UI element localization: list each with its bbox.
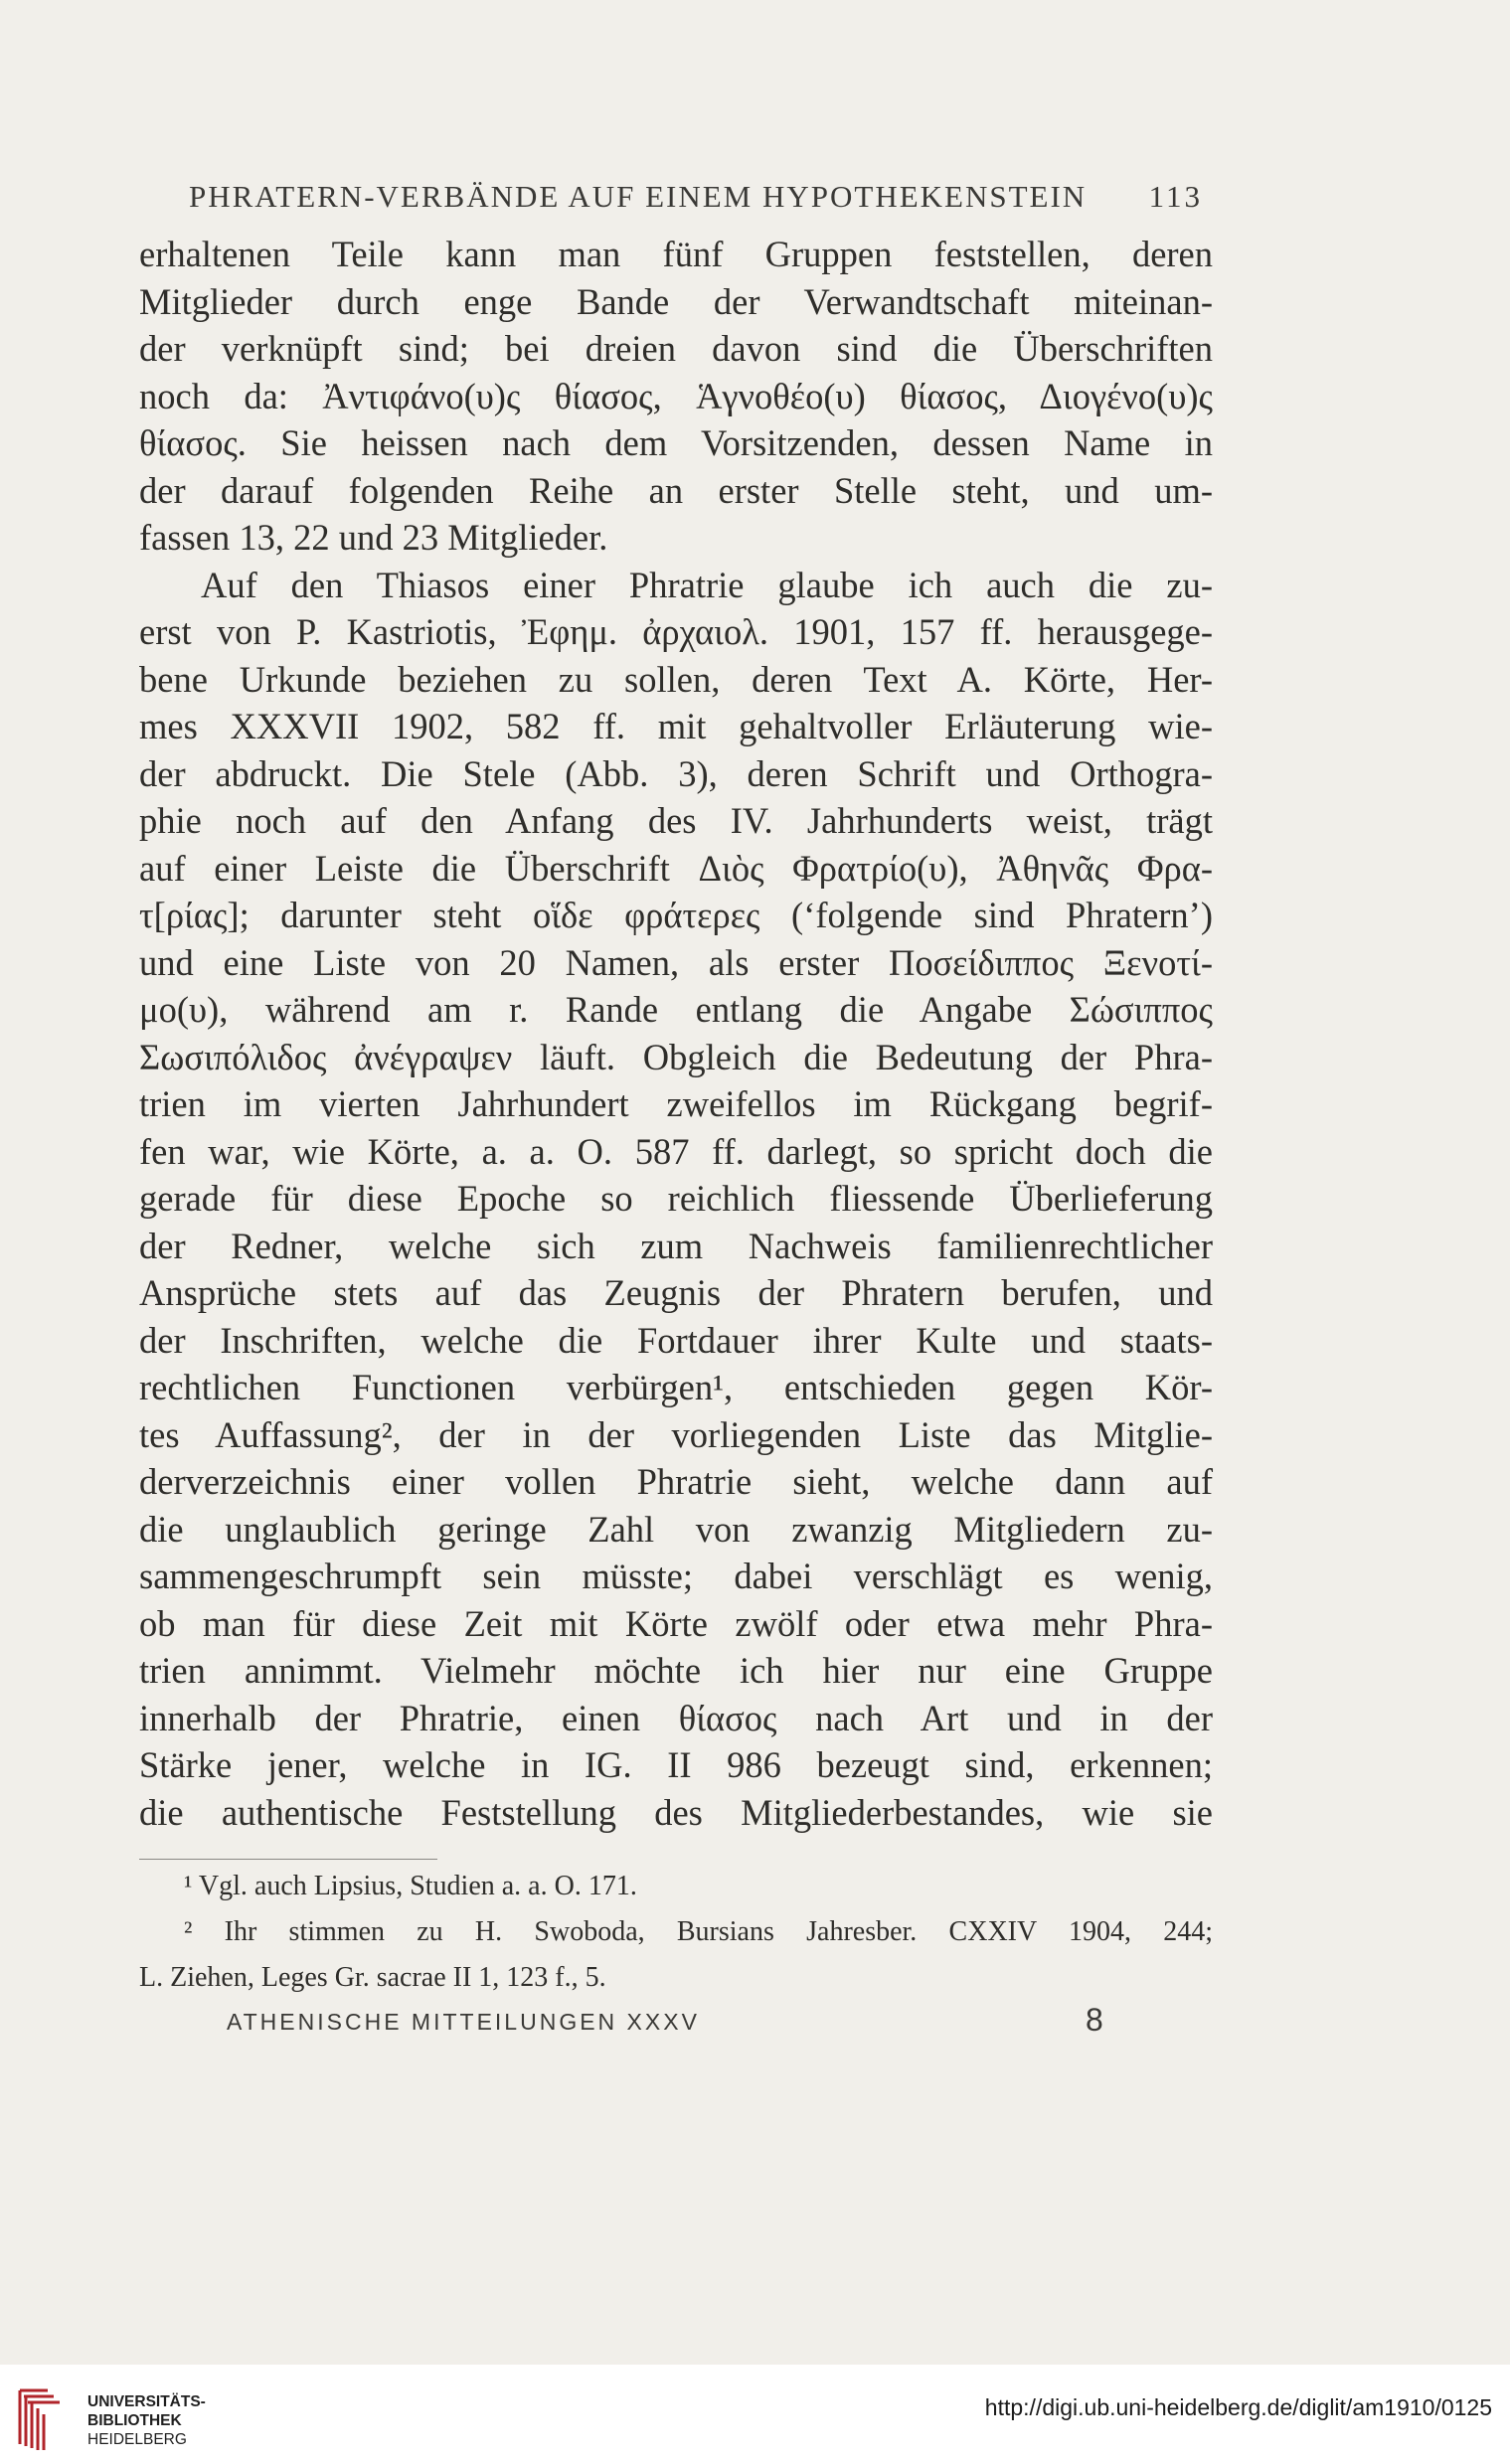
body-line: rechtlichen Functionen verbürgen¹, entschieden gegen Kör-: [139, 1367, 1213, 1407]
body-line: der Redner, welche sich zum Nachweis familienrechtlicher: [139, 1225, 1213, 1266]
footnote-2: ² Ihr stimmen zu H. Swoboda, Bursians Jahresber. CXXIV 1904, 244;: [184, 1916, 1213, 1947]
body-line: der abdruckt. Die Stele (Abb. 3), deren Schrift und Orthogra-: [139, 752, 1213, 794]
body-line: auf einer Leiste die Überschrift Διὸς Φρατρίο(υ), Ἀθηνᾶς Φρα-: [139, 847, 1213, 889]
body-line: ob man für diese Zeit mit Körte zwölf oder etwa mehr Phra-: [139, 1602, 1213, 1644]
footnote-rule: [139, 1859, 437, 1860]
body-line: phie noch auf den Anfang des IV. Jahrhunderts weist, trägt: [139, 800, 1213, 841]
signature-line: ATHENISCHE MITTEILUNGEN XXXV: [227, 2009, 700, 2035]
body-line: Mitglieder durch enge Bande der Verwandtschaft miteinan-: [139, 280, 1213, 322]
body-line: die authentische Feststellung des Mitgliederbestandes, wie sie: [139, 1791, 1213, 1833]
body-line: μο(υ), während am r. Rande entlang die Angabe Σώσιππος: [139, 989, 1213, 1030]
body-line: τ[ρίας]; darunter steht οἵδε φράτερες (‘folgende sind Phratern’): [139, 895, 1213, 935]
body-line: Ansprüche stets auf das Zeugnis der Phratern berufen, und: [139, 1272, 1213, 1313]
body-line: fassen 13, 22 und 23 Mitglieder.: [139, 517, 608, 558]
running-head: [189, 179, 1203, 215]
source-url-link[interactable]: http://digi.ub.uni-heidelberg.de/diglit/am1910/0125: [984, 2394, 1492, 2420]
library-name-line3: HEIDELBERG: [87, 2431, 187, 2448]
body-line: noch da: Ἀντιφάνο(υ)ς θίασος, Ἁγνοθέο(υ) θίασος, Διογένο(υ)ς: [139, 375, 1213, 416]
body-line: Σωσιπόλιδος ἀνέγραψεν läuft. Obgleich die Bedeutung der Phra-: [139, 1036, 1213, 1077]
body-line: und eine Liste von 20 Namen, als erster Ποσείδιππος Ξενοτί-: [139, 941, 1213, 983]
body-line: der darauf folgenden Reihe an erster Stelle steht, und um-: [139, 469, 1213, 511]
library-logo-icon: [14, 2382, 76, 2452]
body-line: trien im vierten Jahrhundert zweifellos im Rückgang begrif-: [139, 1083, 1213, 1124]
body-line: derverzeichnis einer vollen Phratrie sieht, welche dann auf: [139, 1461, 1213, 1502]
body-line: erhaltenen Teile kann man fünf Gruppen feststellen, deren: [139, 234, 1213, 274]
page-number: 113: [1148, 179, 1203, 214]
footnotes: [139, 1864, 1213, 2001]
footnote-2-continued: L. Ziehen, Leges Gr. sacrae II 1, 123 f., 5.: [139, 1962, 606, 1993]
body-line: gerade für diese Epoche so reichlich fliessende Überlieferung: [139, 1178, 1213, 1219]
body-line: bene Urkunde beziehen zu sollen, deren Text A. Körte, Her-: [139, 658, 1213, 700]
body-line: erst von P. Kastriotis, Ἐφημ. ἀρχαιολ. 1901, 157 ff. herausgege-: [139, 611, 1213, 652]
body-line: sammengeschrumpft sein müsste; dabei verschlägt es wenig,: [139, 1556, 1213, 1596]
body-line: der verknüpft sind; bei dreien davon sind die Überschriften: [139, 328, 1213, 369]
body-line: Stärke jener, welche in IG. II 986 bezeugt sind, erkennen;: [139, 1744, 1213, 1785]
body-line: fen war, wie Körte, a. a. O. 587 ff. darlegt, so spricht doch die: [139, 1130, 1213, 1172]
signature-number: 8: [1086, 2002, 1103, 2038]
body-line: trien annimmt. Vielmehr möchte ich hier nur eine Gruppe: [139, 1650, 1213, 1691]
body-line: tes Auffassung², der in der vorliegenden Liste das Mitglie-: [139, 1413, 1213, 1455]
body-line: Auf den Thiasos einer Phratrie glaube ich auch die zu-: [201, 564, 1213, 605]
body-line: die unglaublich geringe Zahl von zwanzig Mitgliedern zu-: [139, 1508, 1213, 1550]
library-name-line2: BIBLIOTHEK: [87, 2412, 182, 2429]
body-line: innerhalb der Phratrie, einen θίασος nach Art und in der: [139, 1697, 1213, 1738]
footer-bar: [0, 2365, 1510, 2464]
footnote-1: ¹ Vgl. auch Lipsius, Studien a. a. O. 171.: [184, 1871, 637, 1901]
body-line: θίασος. Sie heissen nach dem Vorsitzenden, dessen Name in: [139, 422, 1213, 463]
library-name: [87, 2392, 206, 2449]
body-line: mes XXXVII 1902, 582 ff. mit gehaltvoller Erläuterung wie-: [139, 706, 1213, 746]
running-head-title: PHRATERN-VERBÄNDE AUF EINEM HYPOTHEKENSTEIN: [189, 179, 1088, 214]
library-name-line1: UNIVERSITÄTS-: [87, 2393, 206, 2410]
body-text: [139, 231, 1213, 1836]
body-line: der Inschriften, welche die Fortdauer ihrer Kulte und staats-: [139, 1319, 1213, 1361]
